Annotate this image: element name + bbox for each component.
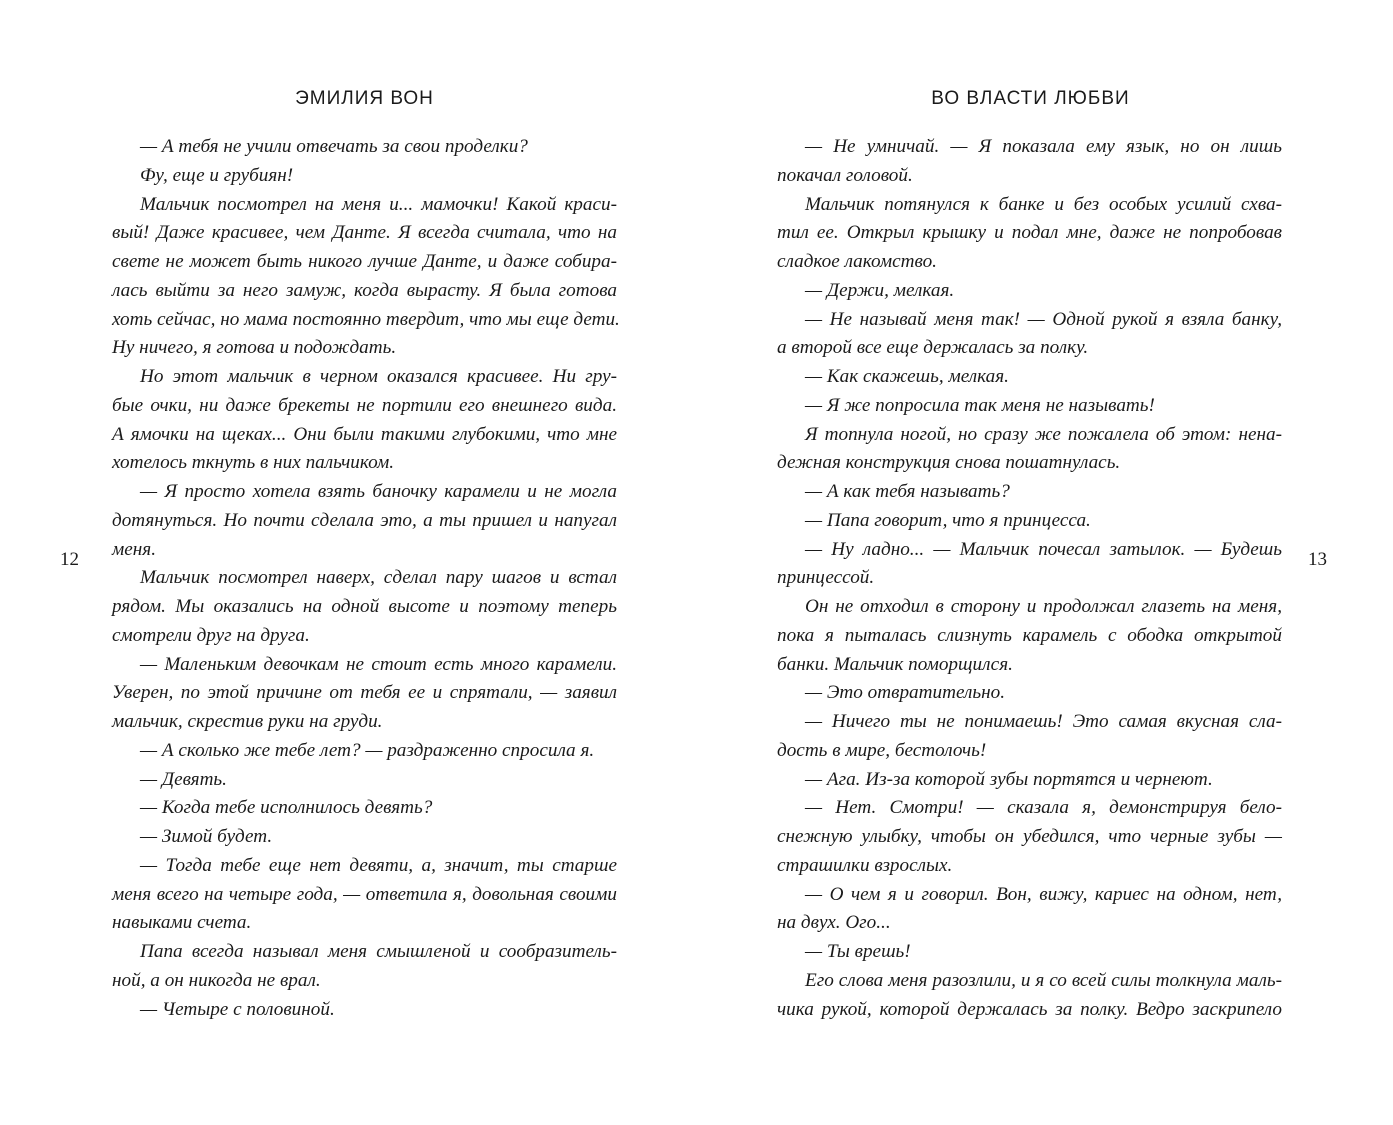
text-line: А ямочки на щеках... Они были такими глубокими, что мне [112, 423, 617, 445]
text-line: дость в мире, бестолочь! [777, 739, 987, 761]
text-line: хоть сейчас, но мама постоянно твердит, что мы еще дети. [112, 308, 620, 330]
text-line: — Ага. Из-за которой зубы портятся и чернеют. [805, 768, 1213, 790]
text-line: — Ничего ты не понимаешь! Это самая вкусная сла- [805, 711, 1282, 732]
text-line: рядом. Мы оказались на одной высоте и поэтому теперь [112, 596, 617, 617]
text-line: — Четыре с половиной. [140, 998, 335, 1020]
text-line: свете не может быть никого лучше Данте, и даже собира- [112, 251, 617, 272]
text-line: снежную улыбку, чтобы он убедился, что черные зубы — [777, 826, 1282, 847]
text-line: — Ну ладно... — Мальчик почесал затылок. — Будешь [805, 538, 1282, 560]
text-line: бые очки, ни даже брекеты не портили его внешнего вида. [112, 394, 617, 416]
text-line: Папа всегда называл меня смышленой и сообразитель- [140, 941, 617, 962]
text-line: навыками счета. [112, 912, 252, 934]
right-page [696, 0, 1393, 1125]
text-line: — Как скажешь, мелкая. [805, 366, 1009, 387]
text-line: Мальчик посмотрел на меня и... мамочки! Какой краси- [140, 193, 617, 215]
text-line: — Не называй меня так! — Одной рукой я взяла банку, [805, 308, 1282, 330]
text-line: пока я пыталась слизнуть карамель с ободка открытой [777, 624, 1282, 646]
text-line: — Папа говорит, что я принцесса. [805, 509, 1091, 531]
text-line: Фу, еще и грубиян! [140, 164, 294, 186]
text-line: — Я же попросила так меня не называть! [805, 394, 1155, 416]
text-line: ной, а он никогда не врал. [112, 969, 321, 991]
text-line: Я топнула ногой, но сразу же пожалела об этом: нена- [805, 423, 1282, 445]
text-line: чика рукой, которой держалась за полку. Ведро заскрипело [777, 998, 1282, 1020]
text-line: — Я просто хотела взять баночку карамели и не могла [140, 481, 617, 502]
text-line: — Нет. Смотри! — сказала я, демонстрируя бело- [805, 797, 1282, 819]
page-number-right: 13 [1308, 549, 1327, 570]
text-line: Уверен, по этой причине от тебя ее и спрятали, — заявил [112, 682, 617, 704]
text-line: дотянуться. Но почти сделала это, а ты пришел и напугал [112, 509, 617, 531]
running-head-title: ВО ВЛАСТИ ЛЮБВИ [931, 88, 1130, 109]
text-line: — Не умничай. — Я показала ему язык, но он лишь [805, 136, 1282, 157]
text-line: — А сколько же тебе лет? — раздраженно спросила я. [140, 739, 595, 761]
text-line: Его слова меня разозлили, и я со всей силы толкнула маль- [805, 969, 1282, 991]
text-line: — Маленьким девочкам не стоит есть много карамели. [140, 653, 617, 675]
text-line: — Зимой будет. [140, 826, 273, 847]
page-number-left: 12 [60, 549, 79, 570]
left-page [0, 0, 696, 1125]
text-line: мальчик, скрестив руки на груди. [112, 711, 383, 732]
text-line: — Держи, мелкая. [805, 279, 955, 301]
text-line: Мальчик потянулся к банке и без особых усилий схва- [805, 193, 1282, 215]
text-line: — Это отвратительно. [805, 682, 1005, 704]
text-line: страшилки взрослых. [777, 854, 953, 876]
text-line: банки. Мальчик поморщился. [777, 653, 1013, 675]
text-line: — Когда тебе исполнилось девять? [140, 797, 433, 819]
text-line: дежная конструкция снова пошатнулась. [777, 452, 1121, 474]
text-line: сладкое лакомство. [777, 251, 937, 272]
text-line: покачал головой. [777, 164, 913, 186]
text-line: — А тебя не учили отвечать за свои проделки? [140, 136, 528, 157]
text-line: вый! Даже красивее, чем Данте. Я всегда считала, что на [112, 222, 617, 244]
running-head-author: ЭМИЛИЯ ВОН [295, 88, 434, 109]
text-line: на двух. Ого... [777, 912, 891, 934]
text-line: Мальчик посмотрел наверх, сделал пару шагов и встал [140, 567, 617, 589]
text-line: Ну ничего, я готова и подождать. [112, 337, 397, 359]
text-line: Но этот мальчик в черном оказался красивее. Ни гру- [140, 366, 617, 387]
body-text-right [777, 133, 1282, 1024]
text-line: хотелось ткнуть в них пальчиком. [112, 452, 395, 474]
text-line: принцессой. [777, 567, 875, 589]
text-line: меня. [112, 538, 156, 560]
text-line: Он не отходил в сторону и продолжал глазеть на меня, [805, 596, 1282, 617]
text-line: а второй все еще держалась за полку. [777, 337, 1089, 359]
text-line: лась выйти за него замуж, когда вырасту. Я была готова [112, 279, 617, 301]
text-line: — Тогда тебе еще нет девяти, а, значит, ты старше [140, 854, 617, 876]
text-line: — А как тебя называть? [805, 481, 1010, 502]
text-line: смотрели друг на друга. [112, 624, 310, 646]
text-line: тил ее. Открыл крышку и подал мне, даже не попробовав [777, 222, 1282, 244]
text-line: меня всего на четыре года, — ответила я, довольная своими [112, 883, 617, 905]
text-line: — О чем я и говорил. Вон, вижу, кариес на одном, нет, [805, 883, 1282, 905]
body-text-left [112, 133, 620, 1024]
text-line: — Ты врешь! [805, 941, 911, 962]
text-line: — Девять. [140, 768, 227, 790]
